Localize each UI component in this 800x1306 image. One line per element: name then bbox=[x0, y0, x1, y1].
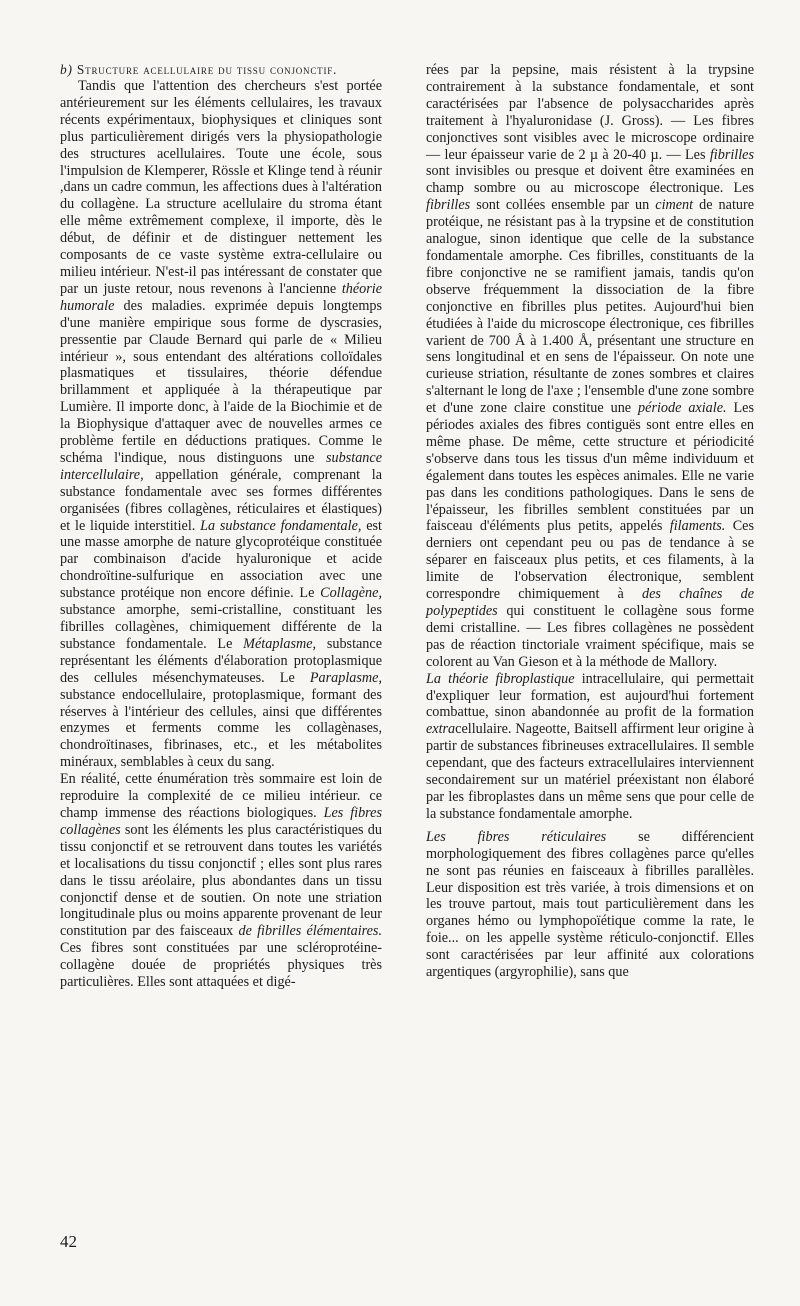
section-heading-marker: b) bbox=[60, 62, 73, 77]
right-paragraph-3 bbox=[426, 829, 754, 981]
italic-term: de fibrilles élémentaires. bbox=[238, 923, 382, 940]
italic-term: des chaînes de polypeptides bbox=[426, 586, 754, 619]
text-run: sont collées ensemble par un bbox=[470, 197, 656, 214]
section-heading bbox=[60, 62, 382, 78]
text-run: substance endocellulaire, protoplasmique, formant des réserves à l'intérieur des cellules, ainsi que différentes enzymes et ferments comme les collagènases, chondroïtinases, fibrinases, etc., et les métabolites minéraux, semblables à ceux du sang. bbox=[60, 686, 382, 771]
right-column bbox=[426, 62, 754, 981]
section-heading-text: Structure acellulaire du tissu conjonctif. bbox=[76, 62, 338, 77]
italic-term: ciment bbox=[655, 197, 694, 214]
text-run: des maladies. exprimée depuis longtemps d'une manière empirique sous forme de dyscrasies, pressentie par Claude Bernard qui parle de « Milieu intérieur », sous entendant des altérations colloïdales plasmatiques et tissulaires, théorie défendue brillamment et appliquée à la thérapeutique par Lumière. Il importe donc, à l'aide de la Biochimie et de la Biophysique d'attaquer avec de nouvelles armes ce problème fertile en déductions pratiques. Comme le schéma l'indique, nous distinguons une bbox=[60, 297, 382, 466]
text-run: rées par la pepsine, mais résistent à la trypsine contrairement à la substance fondamentale, et sont caractérisées par l'absence de polysaccharides après traitement à l'hyaluronidase (J. Gross). — Les fibres conjonctives sont visibles avec le microscope ordinaire — leur épaisseur varie de 2 µ à 20-40 µ. — Les bbox=[426, 62, 754, 163]
italic-term: Les fibres collagènes bbox=[60, 804, 382, 838]
right-paragraph-2 bbox=[426, 671, 754, 823]
italic-term: théorie humorale bbox=[60, 280, 382, 314]
left-paragraph-2 bbox=[60, 771, 382, 991]
text-run: intracellulaire, qui permettait d'expliquer leur formation, est aujourd'hui fortement combattue, sinon abandonnée au profit de la formation bbox=[426, 670, 754, 721]
text-run: Les périodes axiales des fibres contiguës sont entre elles en même phase. De même, cette structure et périodicité s'observe dans tous les tissus d'un même individuum et également dans toutes les espèces animales. Elle ne varie pas dans les conditions pathologiques. Dans le sens de l'épaisseur, les fibrilles semblent constituées par un faisceau d'éléments plus petits, appelés bbox=[426, 400, 754, 535]
text-run: de nature protéique, ne résistant pas à la trypsine et de constitution analogue, sinon identique que celle de la substance fondamentale amorphe. Ces fibrilles, constituants de la fibre conjonctive ne se ramifient jamais, tandis qu'on observe fréquemment la dissociation de la fibre conjonctive en fibrilles plus petites. Aujourd'hui bien étudiées à l'aide du microscope électronique, ces fibrilles varient de 700 Å à 1.400 Å, présentant une structure en sens longitudinal et en sens de l'épaisseur. On note une curieuse striation, résultante de zones sombres et claires s'alternant le long de l'axe ; l'ensemble d'une zone sombre et d'une zone claire constitue une bbox=[426, 197, 754, 417]
page-number: 42 bbox=[60, 1232, 77, 1251]
text-run: sont invisibles ou presque et doivent être examinées en champ sombre ou au microscope électronique. Les bbox=[426, 163, 754, 197]
text-run: est une masse amorphe de nature glycoprotéique constituée par combinaison d'acide hyaluronique et acide chondroïtine-sulfurique en association avec une substance protéique non encore définie. Le bbox=[60, 517, 382, 602]
text-run: substance représentant les éléments d'élaboration protoplasmique des cellules mésenchymateuses. Le bbox=[60, 635, 382, 686]
text-run: Ces fibres sont constituées par une scléroprotéine-collagène douée de propriétés physiques très particulières. Elles sont attaquées et digé- bbox=[60, 940, 382, 991]
italic-term: Collagène, bbox=[320, 585, 382, 602]
text-run: se différencient morphologiquement des fibres collagènes parce qu'elles ne sont pas réunies en faisceaux à fibrilles parallèles. Leur disposition est très variée, à trois dimensions et on les trouve partout, mais tout particulièrement dans les organes hémo ou lymphopoïétique comme la rate, le foie... on les appelle système réticulo-conjonctif. Elles sont caractérisées par leur affinité aux colorations argentiques (argyrophilie), sans que bbox=[426, 828, 754, 981]
italic-term: La théorie fibroplastique bbox=[426, 670, 575, 687]
right-paragraph-1 bbox=[426, 62, 754, 671]
italic-term: filaments. bbox=[669, 518, 726, 535]
italic-term: extra bbox=[426, 721, 456, 738]
italic-term: Les fibres réticulaires bbox=[426, 828, 607, 845]
italic-term: Paraplasme, bbox=[309, 669, 382, 686]
left-column bbox=[60, 62, 382, 991]
italic-term: substance intercellulaire, bbox=[60, 449, 382, 483]
text-run: En réalité, cette énumération très sommaire est loin de reproduire la complexité de ce milieu intérieur. ce champ immense des réactions biologiques. bbox=[60, 771, 382, 821]
text-run: Ces derniers ont cependant peu ou pas de tendance à se séparer en faisceaux plus petits, et ces filaments, à la limite de l'observation électronique, semblent correspondre chimiquement à bbox=[426, 518, 754, 603]
text-run: qui constituent le collagène sous forme demi cristalline. — Les fibres collagènes ne possèdent pas de réaction tinctoriale vraiment spécifique, mais se colorent au Van Gieson et à la méthode de Mallory. bbox=[426, 603, 754, 670]
italic-term: La substance fondamentale, bbox=[200, 517, 362, 534]
italic-term: Métaplasme, bbox=[243, 635, 317, 652]
italic-term: fibrilles bbox=[426, 197, 471, 214]
italic-term: fibrilles bbox=[709, 146, 754, 163]
text-run: sont les éléments les plus caractéristiques du tissu conjonctif et se retrouvent dans toutes les variétés et localisations du tissu conjonctif ; elles sont plus rares dans le tissu aréolaire, plus abondantes dans un tissu conjonctif dense et de soutien. On note une striation longitudinale plus ou moins apparente provenant de leur constitution par des faisceaux bbox=[60, 821, 382, 940]
italic-term: période axiale. bbox=[638, 400, 727, 417]
text-run: cellulaire. Nageotte, Baitsell affirment leur origine à partir de substances fibrineuses extracellulaires. Il semble cependant, que des facteurs extracellulaires interviennent secondairement sur un matériel préexistant non élaboré par les fibroplastes dans un même sens que pour celle de la substance fondamentale amorphe. bbox=[426, 721, 754, 822]
left-paragraph-1 bbox=[60, 78, 382, 771]
text-run: appellation générale, comprenant la substance fondamentale avec ses formes différentes organisées (fibres collagènes, réticulaires et élastiques) et le liquide interstitiel. bbox=[60, 466, 382, 534]
text-run: substance amorphe, semi-cristalline, constituant les fibrilles collagènes, chimiquement différente de la substance fondamentale. Le bbox=[60, 602, 382, 652]
text-run: Tandis que l'attention des chercheurs s'est portée antérieurement sur les éléments cellulaires, les travaux récents expérimentaux, biophysiques et cliniques sont plus particulièrement dirigés vers la physiopathologie des structures acellulaires. Toute une école, sous l'impulsion de Klemperer, Rössle et Klinge tend à réunir ,dans un cadre commun, les affections dues à l'altération du collagène. La structure acellulaire du stroma étant elle même extrêmement complexe, il importe, dès le début, de définir et de distinguer nettement les composants de ce vaste système extra-cellulaire ou milieu intérieur. N'est-il pas intéressant de constater que par un juste retour, nous revenons à l'ancienne bbox=[60, 78, 382, 297]
